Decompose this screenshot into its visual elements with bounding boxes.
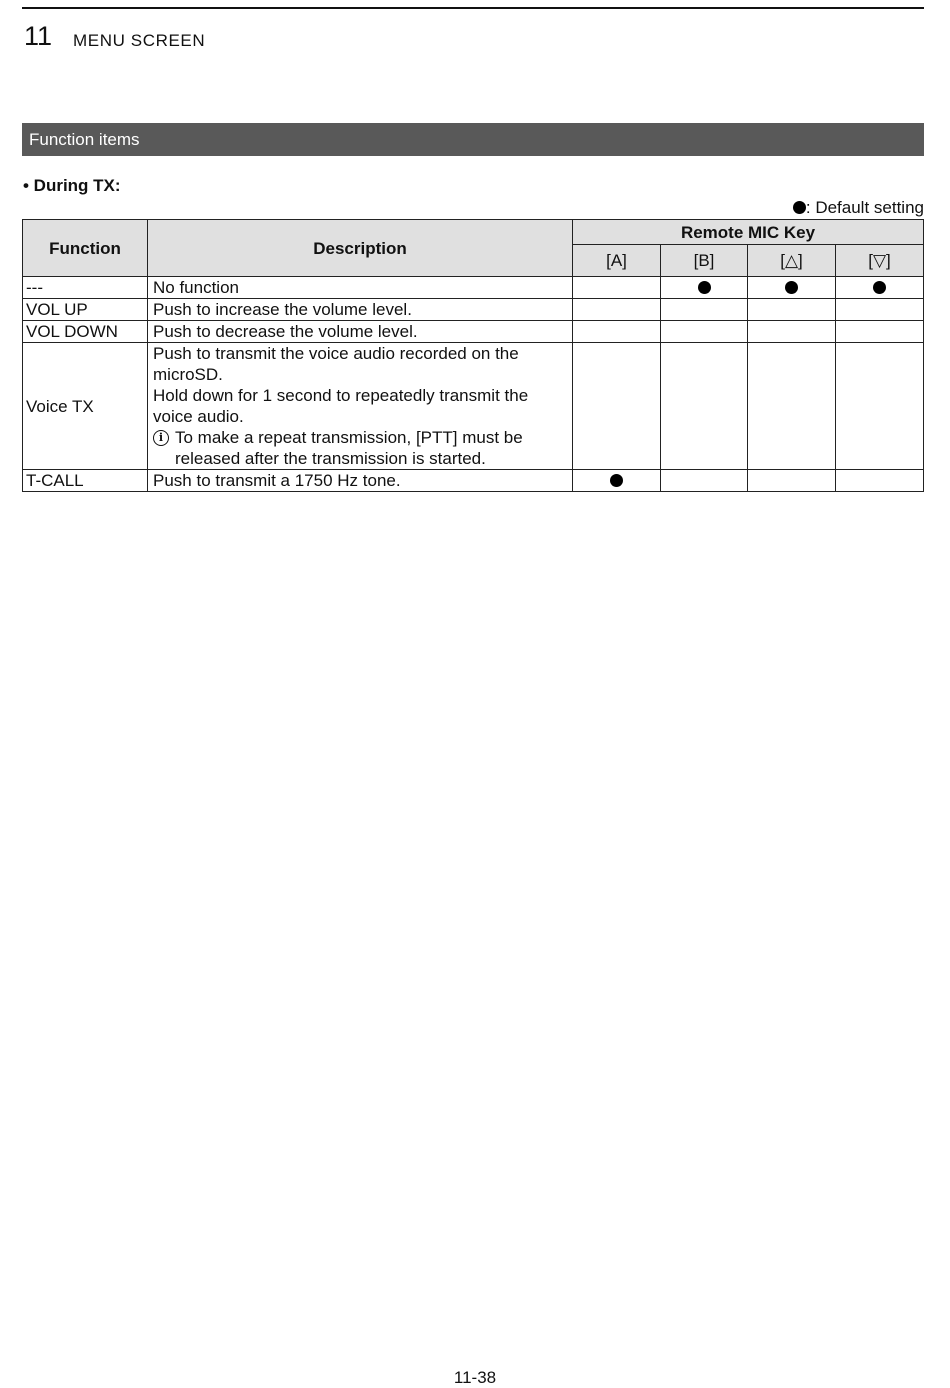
default-cell <box>573 470 661 492</box>
black-dot-icon <box>793 201 806 214</box>
page-number: 11-38 <box>453 1368 497 1387</box>
function-cell: --- <box>23 277 148 299</box>
function-cell: VOL DOWN <box>23 321 148 343</box>
black-dot-icon <box>610 474 623 487</box>
default-cell <box>836 321 924 343</box>
description-cell: No function <box>148 277 573 299</box>
top-rule <box>22 7 924 9</box>
black-dot-icon <box>698 281 711 294</box>
default-cell <box>748 299 836 321</box>
default-cell <box>748 321 836 343</box>
info-icon: i <box>153 430 169 446</box>
default-cell <box>836 277 924 299</box>
header-key-a: [A] <box>573 245 661 277</box>
default-cell <box>836 299 924 321</box>
description-cell <box>148 343 573 470</box>
default-cell <box>748 470 836 492</box>
chapter-title: MENU SCREEN <box>73 31 206 50</box>
note <box>153 427 569 469</box>
function-cell: Voice TX <box>23 343 148 470</box>
header-key-down: [▽] <box>836 245 924 277</box>
default-cell <box>573 299 661 321</box>
subheading: • During TX: <box>23 176 121 195</box>
description-cell: Push to decrease the volume level. <box>148 321 573 343</box>
function-cell: VOL UP <box>23 299 148 321</box>
header-key-up: [△] <box>748 245 836 277</box>
default-cell <box>836 343 924 470</box>
header-key-b: [B] <box>661 245 748 277</box>
table-row <box>23 343 924 470</box>
note-text: To make a repeat transmission, [PTT] must be released after the transmission is started. <box>175 428 523 468</box>
black-dot-icon <box>873 281 886 294</box>
default-cell <box>661 470 748 492</box>
function-table <box>22 219 924 492</box>
default-cell <box>573 343 661 470</box>
default-cell <box>836 470 924 492</box>
header-description: Description <box>148 220 573 277</box>
table-row <box>23 277 924 299</box>
default-cell <box>661 321 748 343</box>
default-cell <box>748 277 836 299</box>
legend-text: : Default setting <box>805 198 924 217</box>
black-dot-icon <box>785 281 798 294</box>
description-cell: Push to increase the volume level. <box>148 299 573 321</box>
table-row <box>23 470 924 492</box>
section-bar <box>22 123 924 156</box>
description-line: Hold down for 1 second to repeatedly transmit the voice audio. <box>153 386 529 426</box>
header-remote-mic-key: Remote MIC Key <box>573 220 924 245</box>
default-cell <box>748 343 836 470</box>
description-cell: Push to transmit a 1750 Hz tone. <box>148 470 573 492</box>
function-cell: T-CALL <box>23 470 148 492</box>
section-title: Function items <box>29 130 140 149</box>
default-cell <box>661 299 748 321</box>
chapter-number: 11 <box>24 21 53 51</box>
default-cell <box>573 321 661 343</box>
header-function: Function <box>23 220 148 277</box>
table-row <box>23 299 924 321</box>
default-cell <box>661 343 748 470</box>
default-cell <box>661 277 748 299</box>
table-row <box>23 321 924 343</box>
default-cell <box>573 277 661 299</box>
description-line: Push to transmit the voice audio recorded on the microSD. <box>153 344 519 384</box>
legend <box>793 198 924 218</box>
